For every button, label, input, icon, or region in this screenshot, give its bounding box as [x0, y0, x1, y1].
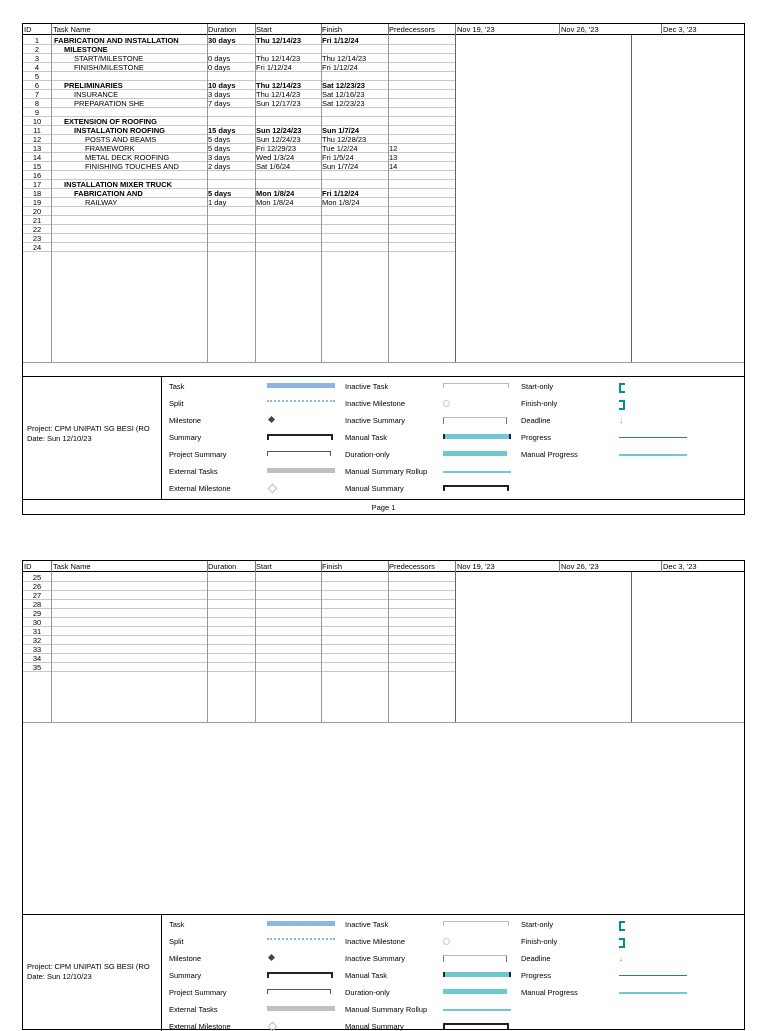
task-duration: 5 days [208, 135, 231, 144]
task-duration: 10 days [208, 81, 236, 90]
task-name: FINISHING TOUCHES AND [85, 162, 179, 171]
task-name: START/MILESTONE [74, 54, 144, 63]
legend-label: Start-only [521, 920, 554, 929]
start-only-icon [619, 383, 625, 393]
task-name: FRAMEWORK [85, 144, 135, 153]
task-finish: Mon 1/8/24 [322, 198, 360, 207]
legend-label: Manual Summary [345, 484, 404, 493]
table-row[interactable] [23, 171, 455, 180]
row-id: 5 [34, 72, 40, 81]
row-id: 13 [32, 144, 42, 153]
row-id: 12 [32, 135, 42, 144]
manual-progress-icon [619, 989, 687, 994]
table-row[interactable] [23, 582, 455, 591]
progress-icon [619, 972, 687, 976]
progress-icon [619, 434, 687, 438]
col-header-start: Start [256, 562, 272, 571]
summary-bar-icon [267, 434, 333, 440]
manual-task-icon [443, 972, 511, 977]
row-id: 4 [34, 63, 40, 72]
row-id: 6 [34, 81, 40, 90]
task-start: Sat 1/6/24 [256, 162, 291, 171]
manual-summary-icon [443, 485, 509, 491]
table-row[interactable] [23, 207, 455, 216]
task-duration: 15 days [208, 126, 236, 135]
legend-label: Milestone [169, 954, 202, 963]
task-start: Thu 12/14/23 [256, 36, 302, 45]
table-row[interactable] [23, 180, 455, 189]
legend-label: Task [169, 920, 185, 929]
table-row[interactable] [23, 162, 455, 171]
legend-label: Inactive Milestone [345, 399, 406, 408]
legend [23, 914, 744, 1031]
row-id: 16 [32, 171, 42, 180]
row-id: 26 [32, 582, 42, 591]
task-duration: 30 days [208, 36, 236, 45]
task-name: PREPARATION SHE [74, 99, 145, 108]
task-start: Thu 12/14/23 [256, 90, 301, 99]
start-only-icon [619, 921, 625, 931]
table-row[interactable] [23, 72, 455, 81]
task-finish: Fri 1/12/24 [322, 36, 359, 45]
project-summary-bar-icon [267, 451, 331, 456]
legend-label: Task [169, 382, 185, 391]
project-summary-bar-icon [267, 989, 331, 994]
legend-label: Summary [169, 971, 202, 980]
milestone-icon [267, 955, 274, 960]
task-duration: 1 day [208, 198, 227, 207]
task-name: PRELIMINARIES [64, 81, 123, 90]
col-header-id: ID [24, 25, 32, 34]
row-id: 8 [34, 99, 40, 108]
task-finish: Sat 12/23/23 [322, 99, 365, 108]
legend-label: Inactive Task [345, 382, 389, 391]
project-date: Date: Sun 12/10/23 [27, 972, 92, 981]
task-predecessors: 12 [389, 144, 398, 153]
row-id: 34 [32, 654, 42, 663]
task-finish: Sat 12/23/23 [322, 81, 365, 90]
legend-label: Manual Summary Rollup [345, 467, 428, 476]
table-row[interactable] [23, 189, 455, 198]
row-id: 33 [32, 645, 42, 654]
inactive-milestone-icon [443, 400, 450, 407]
page-number: Page 1 [371, 503, 396, 512]
duration-only-icon [443, 451, 507, 456]
legend-label: Start-only [521, 382, 554, 391]
task-duration: 0 days [208, 54, 231, 63]
milestone-icon [267, 417, 274, 422]
legend-label: External Milestone [169, 1022, 231, 1031]
table-header [23, 561, 744, 572]
col-header-task-name: Task Name [53, 25, 91, 34]
legend-label: Split [169, 937, 184, 946]
table-row[interactable] [23, 609, 455, 618]
row-id: 11 [33, 126, 41, 135]
task-finish: Fri 1/5/24 [322, 153, 354, 162]
manual-task-icon [443, 434, 511, 439]
task-finish: Sun 1/7/24 [322, 126, 360, 135]
task-finish: Thu 12/14/23 [322, 54, 367, 63]
col-header-duration: Duration [208, 25, 237, 34]
row-id: 2 [34, 45, 40, 54]
table-row[interactable] [23, 108, 455, 117]
legend-label: Inactive Task [345, 920, 389, 929]
row-id: 35 [32, 663, 42, 672]
row-id: 21 [32, 216, 42, 225]
table-row[interactable] [23, 36, 455, 45]
legend-label: External Tasks [169, 1005, 218, 1014]
legend-label: Duration-only [345, 450, 390, 459]
task-name: FINISH/MILESTONE [74, 63, 144, 72]
timescale-week-1: Nov 19, '23 [457, 25, 495, 34]
table-row[interactable] [23, 126, 455, 135]
table-row[interactable] [23, 54, 455, 63]
row-id: 9 [34, 108, 40, 117]
project-info [27, 962, 163, 982]
deadline-icon: ↓ [619, 416, 623, 425]
split-icon [267, 938, 335, 940]
table-row[interactable] [23, 663, 455, 672]
project-info [27, 424, 163, 444]
finish-only-icon [619, 938, 625, 948]
task-start: Sun 12/17/23 [256, 99, 301, 108]
task-start: Sun 12/24/23 [256, 126, 302, 135]
finish-only-icon [619, 400, 625, 410]
legend-label: Deadline [521, 954, 551, 963]
timescale-week-3: Dec 3, '23 [663, 562, 697, 571]
table-row[interactable] [23, 117, 455, 126]
legend-label: Manual Task [345, 971, 387, 980]
table-row[interactable] [23, 153, 455, 162]
row-id: 7 [34, 90, 40, 99]
table-row[interactable] [23, 90, 455, 99]
task-duration: 7 days [208, 99, 231, 108]
table-row[interactable] [23, 600, 455, 609]
row-id: 14 [32, 153, 42, 162]
row-id: 18 [32, 189, 42, 198]
task-finish: Tue 1/2/24 [322, 144, 358, 153]
row-id: 22 [32, 225, 42, 234]
row-id: 27 [32, 591, 42, 600]
col-header-predecessors: Predecessors [389, 562, 435, 571]
task-start: Thu 12/14/23 [256, 54, 301, 63]
row-id: 25 [32, 573, 42, 582]
task-duration: 3 days [208, 90, 231, 99]
inactive-summary-icon [443, 417, 507, 424]
timescale-week-2: Nov 26, '23 [561, 25, 599, 34]
table-row[interactable] [23, 636, 455, 645]
row-id: 3 [34, 54, 40, 63]
table-row[interactable] [23, 144, 455, 153]
report-page-2 [22, 560, 745, 1030]
task-duration: 3 days [208, 153, 231, 162]
timescale-week-1: Nov 19, '23 [457, 562, 495, 571]
task-finish: Fri 1/12/24 [322, 189, 359, 198]
task-bar-icon [267, 383, 335, 388]
row-id: 15 [32, 162, 42, 171]
task-name: FABRICATION AND [74, 189, 143, 198]
external-milestone-icon [267, 485, 276, 492]
legend-label: Split [169, 399, 184, 408]
task-name: POSTS AND BEAMS [85, 135, 157, 144]
table-row[interactable] [23, 45, 455, 54]
task-start: Thu 12/14/23 [256, 81, 302, 90]
row-id: 23 [32, 234, 42, 243]
table-row[interactable] [23, 645, 455, 654]
table-row[interactable] [23, 99, 455, 108]
col-header-predecessors: Predecessors [389, 25, 435, 34]
task-duration: 0 days [208, 63, 231, 72]
legend-label: Finish-only [521, 937, 558, 946]
table-row[interactable] [23, 243, 455, 252]
task-start: Fri 1/12/24 [256, 63, 292, 72]
col-header-start: Start [256, 25, 272, 34]
legend-label: Summary [169, 433, 202, 442]
task-predecessors: 13 [389, 153, 398, 162]
manual-progress-icon [619, 451, 687, 456]
task-start: Mon 1/8/24 [256, 189, 295, 198]
task-bar-icon [267, 921, 335, 926]
row-id: 30 [32, 618, 42, 627]
task-name: RAILWAY [85, 198, 118, 207]
task-name: INSTALLATION MIXER TRUCK [64, 180, 173, 189]
table-row[interactable] [23, 81, 455, 90]
task-start: Wed 1/3/24 [256, 153, 295, 162]
row-id: 32 [32, 636, 42, 645]
task-start: Fri 12/29/23 [256, 144, 297, 153]
legend-label: Finish-only [521, 399, 558, 408]
task-start: Mon 1/8/24 [256, 198, 294, 207]
task-finish: Fri 1/12/24 [322, 63, 358, 72]
legend-label: Inactive Summary [345, 954, 406, 963]
table-header [23, 24, 744, 35]
legend-label: Manual Summary [345, 1022, 404, 1031]
project-date: Date: Sun 12/10/23 [27, 434, 92, 443]
timescale-week-2: Nov 26, '23 [561, 562, 599, 571]
task-duration: 5 days [208, 144, 231, 153]
legend-label: Inactive Summary [345, 416, 406, 425]
task-predecessors: 14 [389, 162, 398, 171]
inactive-task-icon [443, 383, 509, 388]
inactive-task-icon [443, 921, 509, 926]
table-row[interactable] [23, 135, 455, 144]
legend-label: Manual Progress [521, 450, 578, 459]
task-start: Sun 12/24/23 [256, 135, 301, 144]
legend-label: Milestone [169, 416, 202, 425]
task-name: METAL DECK ROOFING [85, 153, 170, 162]
project-name: Project: CPM UNIPATI SG BESI (RO [27, 962, 150, 971]
manual-summary-rollup-icon [443, 468, 511, 473]
legend-label: External Milestone [169, 484, 231, 493]
row-id: 31 [32, 627, 42, 636]
inactive-summary-icon [443, 955, 507, 962]
external-milestone-icon [267, 1023, 276, 1030]
task-finish: Sat 12/16/23 [322, 90, 365, 99]
legend-label: Project Summary [169, 450, 227, 459]
legend-label: Progress [521, 433, 552, 442]
col-header-finish: Finish [322, 25, 343, 34]
table-row[interactable] [23, 618, 455, 627]
row-id: 1 [34, 36, 40, 45]
external-task-bar-icon [267, 1006, 335, 1011]
task-finish: Thu 12/28/23 [322, 135, 367, 144]
deadline-icon: ↓ [619, 954, 623, 963]
row-id: 19 [32, 198, 42, 207]
external-task-bar-icon [267, 468, 335, 473]
report-page-1 [22, 23, 745, 515]
table-row[interactable] [23, 573, 455, 582]
table-row[interactable] [23, 63, 455, 72]
table-row[interactable] [23, 225, 455, 234]
table-row[interactable] [23, 591, 455, 600]
duration-only-icon [443, 989, 507, 994]
table-row[interactable] [23, 234, 455, 243]
task-duration: 5 days [208, 189, 232, 198]
legend-label: Inactive Milestone [345, 937, 406, 946]
task-duration: 2 days [208, 162, 231, 171]
task-name: EXTENSION OF ROOFING [64, 117, 157, 126]
col-header-id: ID [24, 562, 32, 571]
task-finish: Sun 1/7/24 [322, 162, 359, 171]
row-id: 10 [32, 117, 42, 126]
row-id: 20 [32, 207, 42, 216]
col-header-task-name: Task Name [53, 562, 91, 571]
row-id: 29 [32, 609, 42, 618]
task-name: INSTALLATION ROOFING [74, 126, 165, 135]
legend-label: Deadline [521, 416, 551, 425]
row-id: 28 [32, 600, 42, 609]
legend-label: Progress [521, 971, 552, 980]
row-id: 24 [32, 243, 42, 252]
inactive-milestone-icon [443, 938, 450, 945]
table-row[interactable] [23, 198, 455, 207]
task-name: FABRICATION AND INSTALLATION [54, 36, 179, 45]
task-name: INSURANCE [74, 90, 119, 99]
table-row[interactable] [23, 216, 455, 225]
table-row[interactable] [23, 654, 455, 663]
timescale-week-3: Dec 3, '23 [663, 25, 697, 34]
project-name: Project: CPM UNIPATI SG BESI (RO [27, 424, 150, 433]
manual-summary-rollup-icon [443, 1006, 511, 1011]
split-icon [267, 400, 335, 402]
table-row[interactable] [23, 627, 455, 636]
legend [23, 376, 744, 500]
task-name: MILESTONE [64, 45, 108, 54]
legend-label: Manual Progress [521, 988, 578, 997]
row-id: 17 [32, 180, 42, 189]
summary-bar-icon [267, 972, 333, 978]
legend-label: External Tasks [169, 467, 218, 476]
col-header-duration: Duration [208, 562, 237, 571]
legend-label: Project Summary [169, 988, 227, 997]
legend-label: Duration-only [345, 988, 390, 997]
col-header-finish: Finish [322, 562, 343, 571]
legend-label: Manual Summary Rollup [345, 1005, 428, 1014]
legend-label: Manual Task [345, 433, 387, 442]
